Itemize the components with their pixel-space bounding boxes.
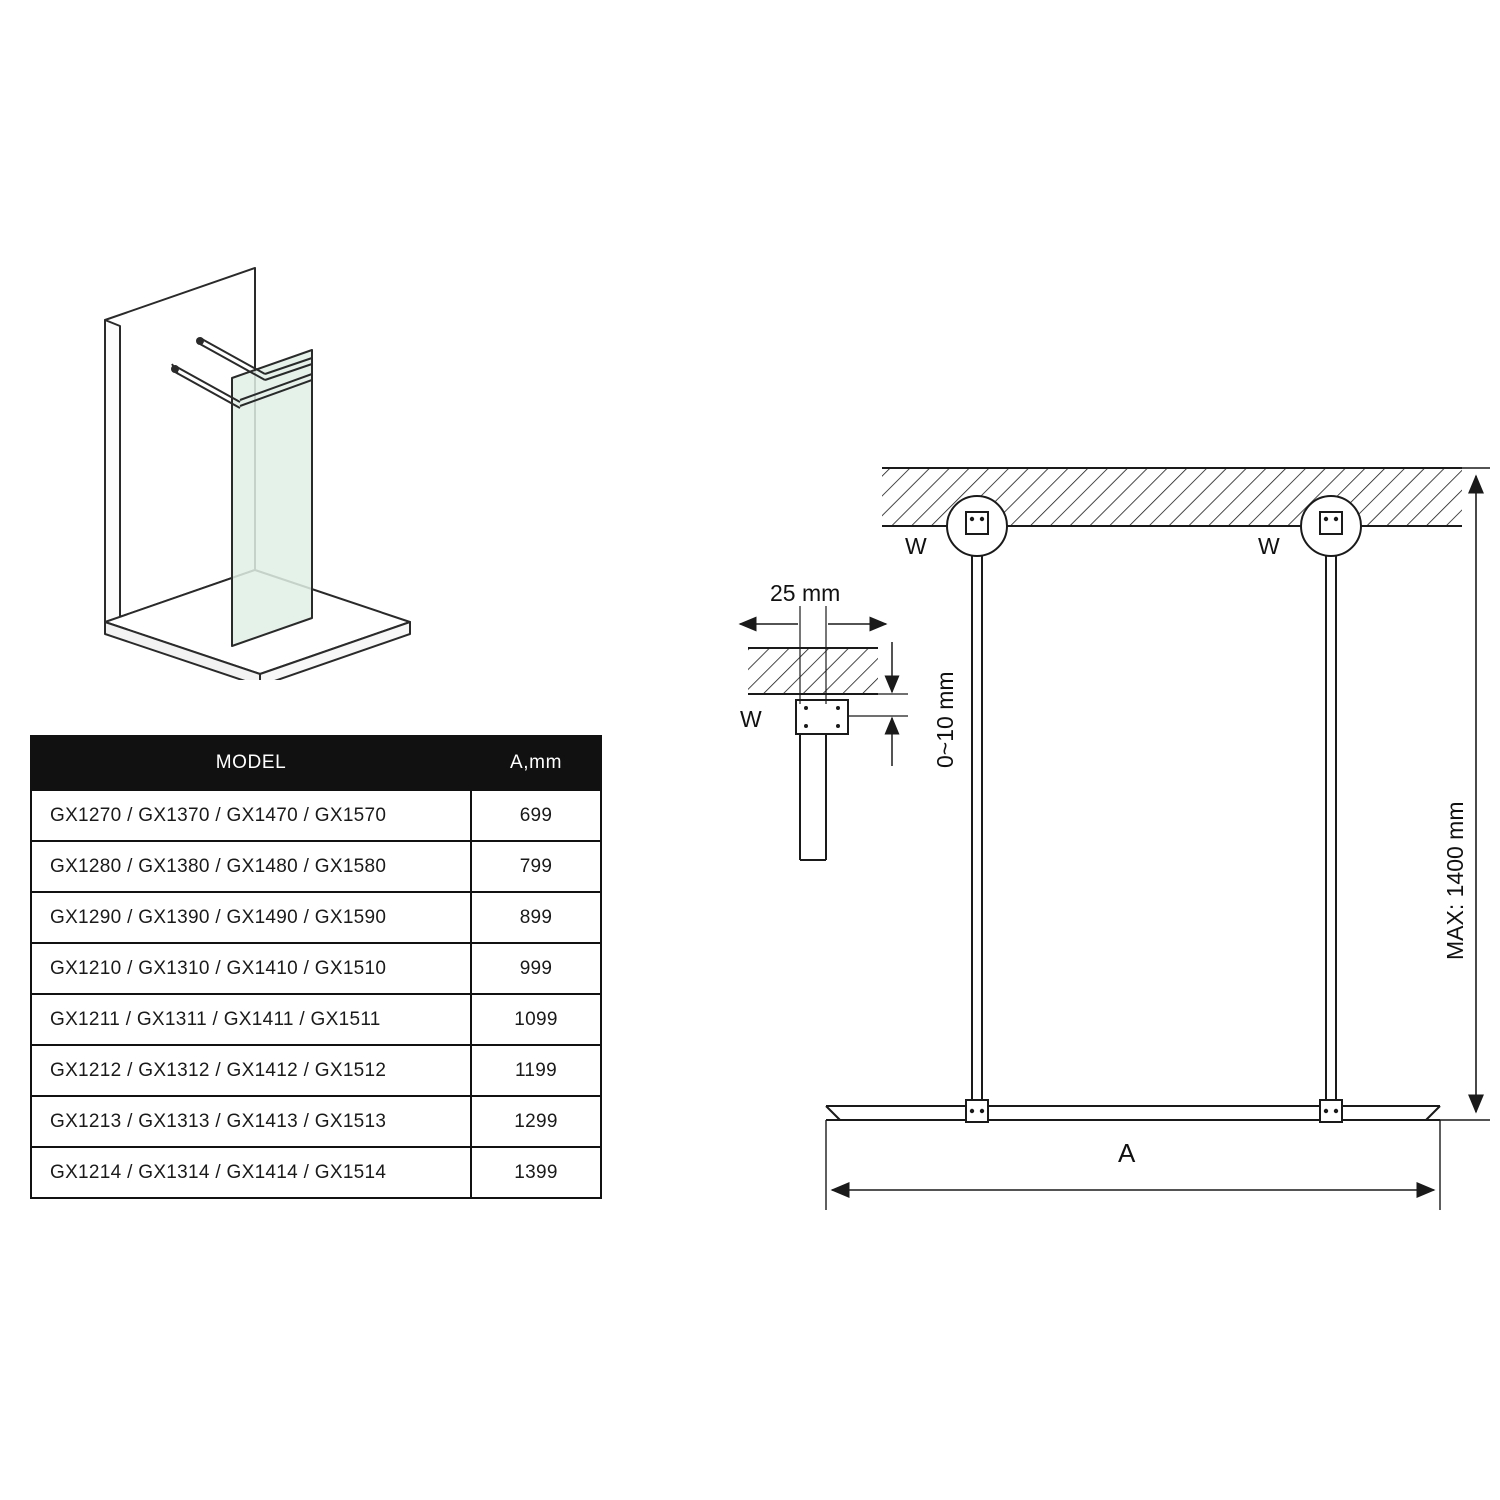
column-header-model: MODEL [31,736,471,790]
table-row [31,1147,601,1198]
model-table-container [30,735,600,1199]
label-width-a: A [1118,1138,1136,1168]
cell-a-value: 899 [471,892,601,943]
label-detail-wall: W [740,706,762,732]
cell-model: GX1211 / GX1311 / GX1411 / GX1511 [31,994,471,1045]
technical-drawing-svg [700,420,1490,1250]
cell-model: GX1280 / GX1380 / GX1480 / GX1580 [31,841,471,892]
model-table [30,735,602,1199]
product-illustration [80,250,480,680]
column-header-a: A,mm [471,736,601,790]
table-row [31,841,601,892]
cell-model: GX1290 / GX1390 / GX1490 / GX1590 [31,892,471,943]
label-thickness-25mm: 25 mm [770,580,841,606]
cell-a-value: 999 [471,943,601,994]
cell-a-value: 1199 [471,1045,601,1096]
label-wall-right: W [1258,533,1280,559]
cell-model: GX1214 / GX1314 / GX1414 / GX1514 [31,1147,471,1198]
cell-model: GX1270 / GX1370 / GX1470 / GX1570 [31,790,471,841]
cell-a-value: 1299 [471,1096,601,1147]
cell-model: GX1213 / GX1313 / GX1413 / GX1513 [31,1096,471,1147]
table-row [31,994,601,1045]
label-max-height: MAX: 1400 mm [1442,801,1468,960]
cell-a-value: 1099 [471,994,601,1045]
cell-model: GX1210 / GX1310 / GX1410 / GX1510 [31,943,471,994]
technical-drawing [700,420,1490,1250]
cell-model: GX1212 / GX1312 / GX1412 / GX1512 [31,1045,471,1096]
table-row [31,1045,601,1096]
label-wall-left: W [905,533,927,559]
cell-a-value: 1399 [471,1147,601,1198]
table-row [31,790,601,841]
cell-a-value: 799 [471,841,601,892]
table-header-row [31,736,601,790]
cell-a-value: 699 [471,790,601,841]
table-row [31,943,601,994]
label-gap-0-10mm: 0~10 mm [932,671,958,768]
table-row [31,892,601,943]
table-body [31,790,601,1198]
table-row [31,1096,601,1147]
